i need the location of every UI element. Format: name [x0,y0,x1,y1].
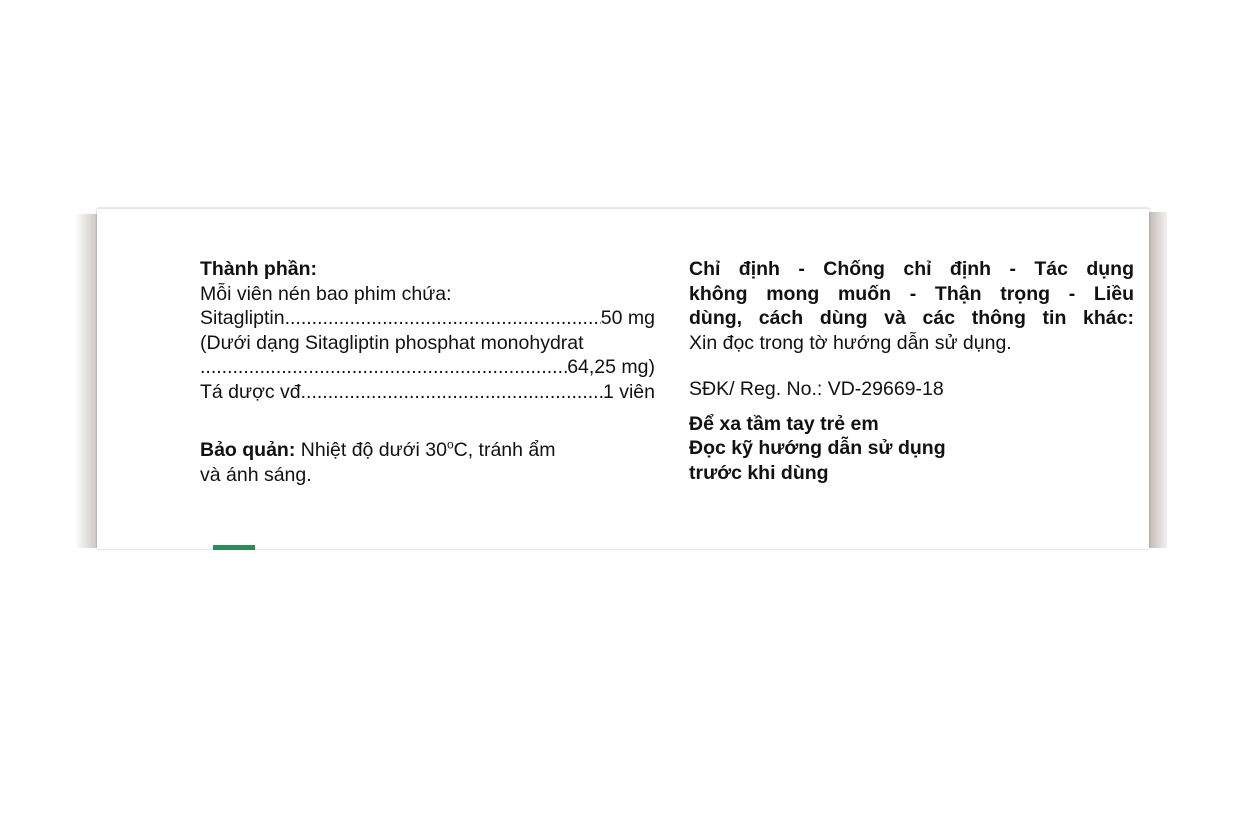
read-leaflet-text: Xin đọc trong tờ hướng dẫn sử dụng. [689,331,1012,354]
ingredient-row-excipient [200,380,655,405]
registration-number: SĐK/ Reg. No.: VD-29669-18 [689,378,944,400]
green-accent-strip [213,545,255,550]
leader-dots [301,380,603,405]
ingredient-name: Tá dược vđ [200,380,301,403]
leader-dots [200,355,567,380]
ingredient-form-line: (Dưới dạng Sitagliptin phosphat monohydrat [200,331,584,354]
ingredient-name: Sitagliptin [200,307,285,329]
medicine-box [75,208,1167,551]
warning-children: Để xa tầm tay trẻ em [689,412,879,435]
indications-heading-3: dùng, cách dùng và các thông tin khác: [689,307,1134,329]
storage-line [200,438,655,463]
ingredient-value: 50 mg [600,307,655,329]
ingredients-intro: Mỗi viên nén bao phim chứa: [200,282,452,305]
warning-read-leaflet: Đọc kỹ hướng dẫn sử dụng [689,437,946,459]
leader-dots [285,306,601,331]
ingredients-title: Thành phần: [200,258,317,280]
storage-label: Bảo quản: [200,439,296,461]
ingredient-value: 64,25 mg) [567,356,655,378]
ingredient-value: 1 viên [602,380,655,403]
storage-text-b: C, tránh ẩm [453,439,556,461]
storage-line-2: và ánh sáng. [200,463,312,486]
ingredients-column [200,257,655,487]
ingredient-row-phosphate [200,355,655,380]
indications-heading-1: Chỉ định - Chống chỉ định - Tác dụng [689,258,1134,280]
indications-heading-2: không mong muốn - Thận trọng - Liều [689,282,1134,305]
warning-before-use: trước khi dùng [689,461,829,484]
box-face [97,208,1149,549]
indications-column [689,257,1134,485]
storage-text-a: Nhiệt độ dưới 30 [295,439,447,461]
degree-sup: o [446,437,454,452]
ingredient-row-sitagliptin [200,306,655,331]
